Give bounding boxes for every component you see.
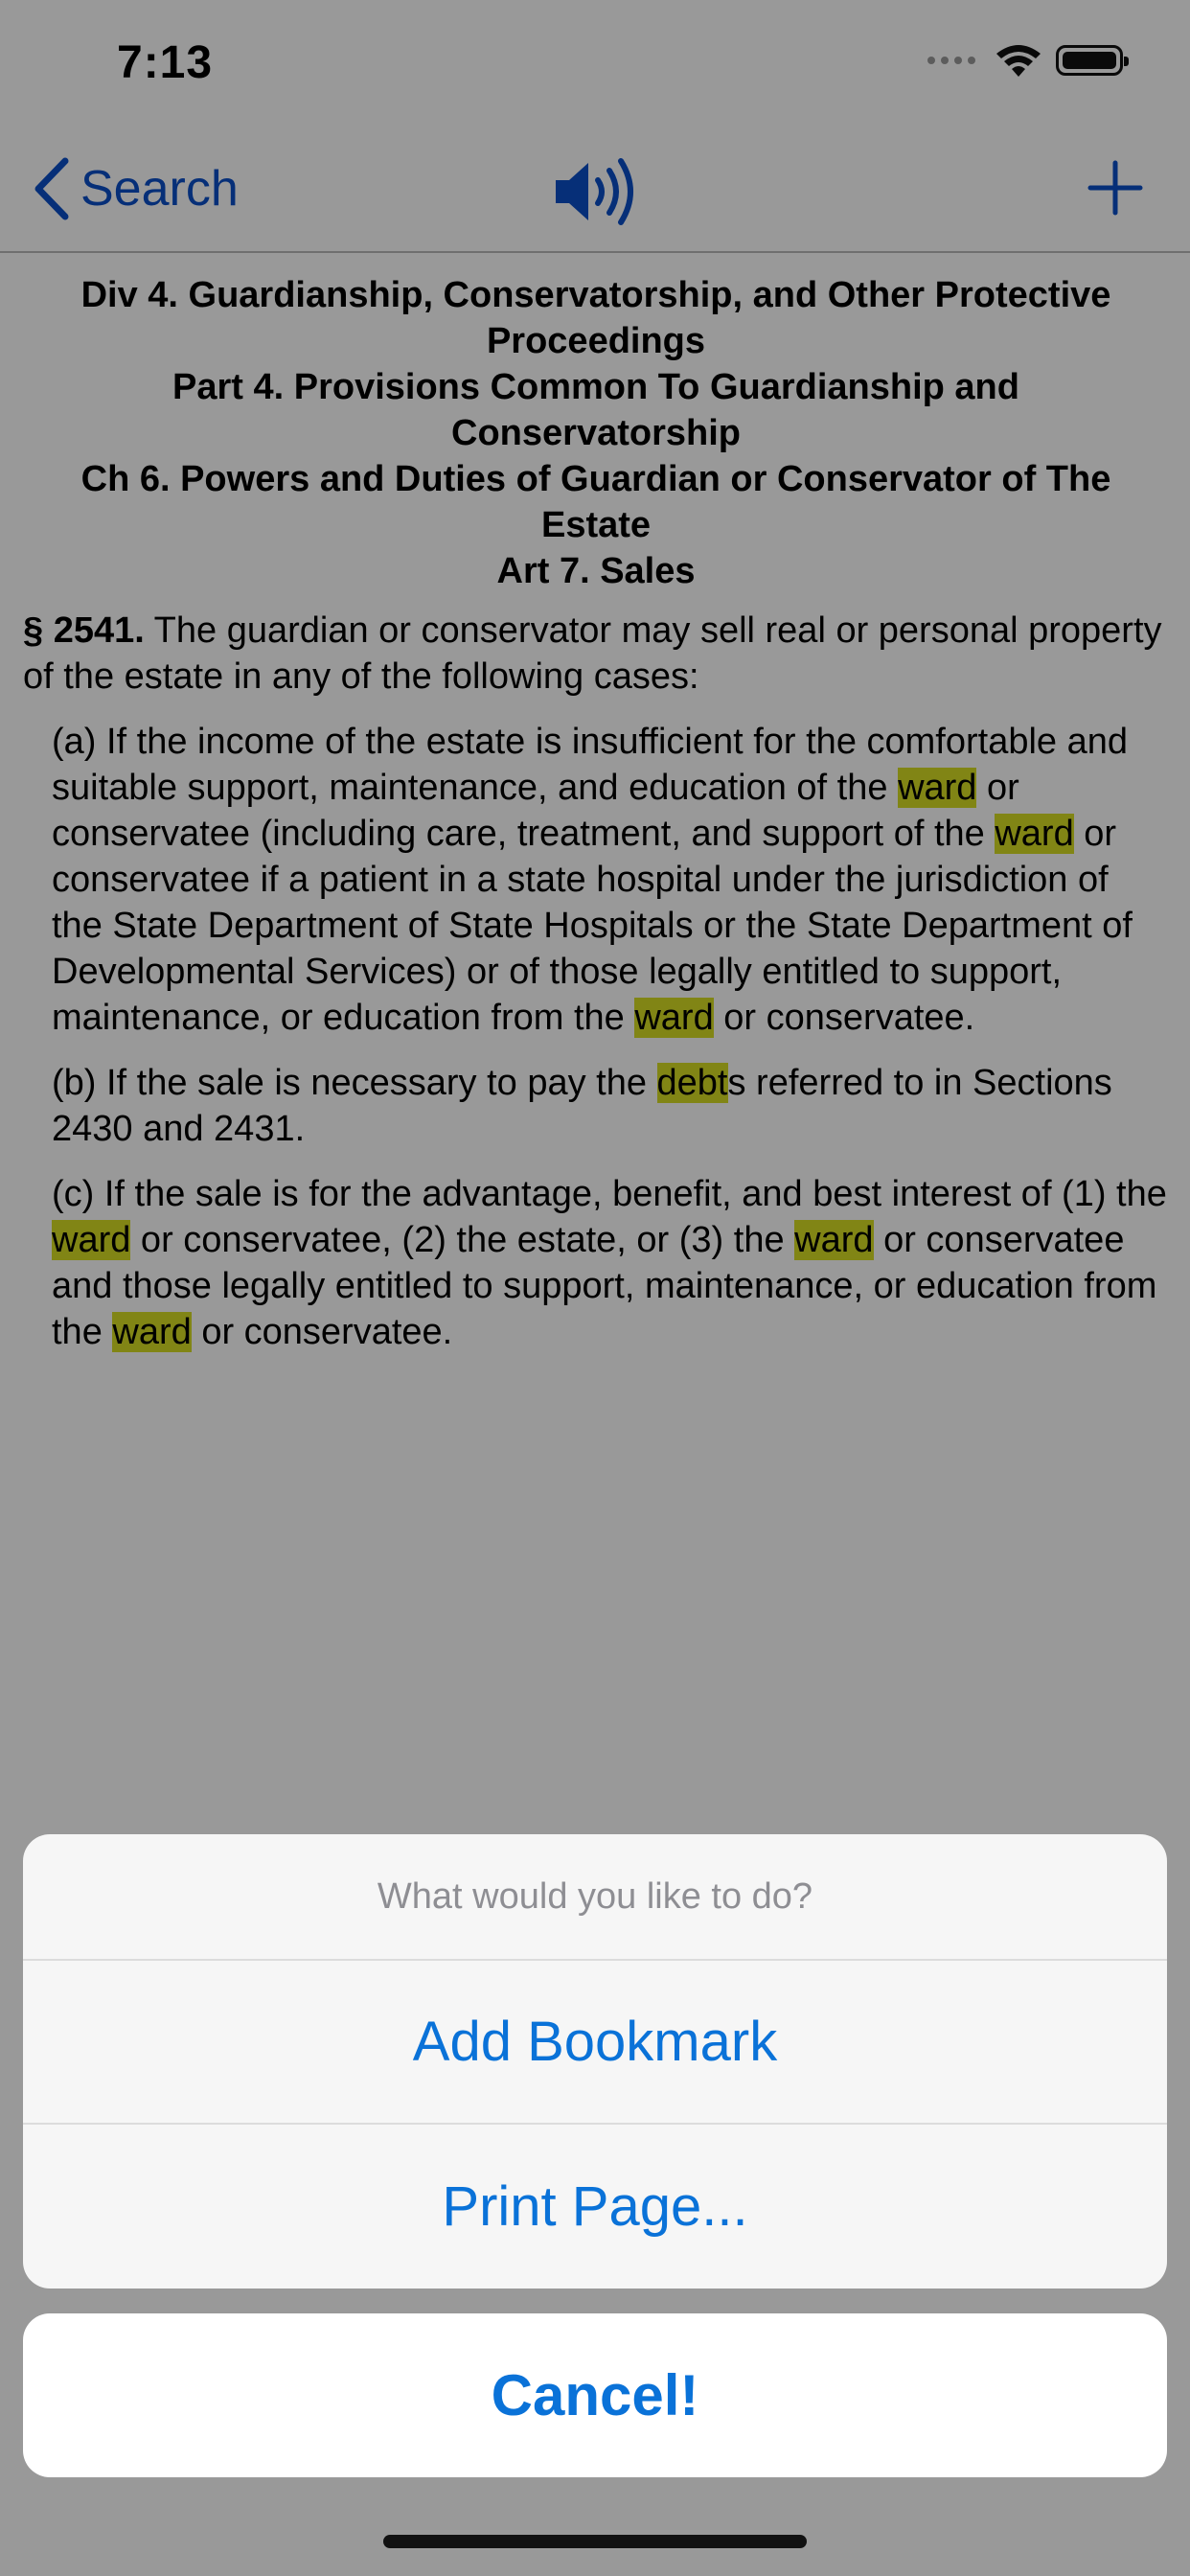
- chapter-heading: Ch 6. Powers and Duties of Guardian or Conservator of The Estate: [80, 459, 1111, 545]
- section-number: § 2541.: [23, 610, 145, 651]
- add-bookmark-button[interactable]: Add Bookmark: [23, 1961, 1167, 2125]
- action-sheet: [23, 1834, 1167, 2288]
- text-run: or conservatee (including care, treatment, and support of the: [52, 768, 1019, 854]
- search-highlight: ward: [898, 768, 977, 808]
- home-indicator[interactable]: [383, 2535, 807, 2548]
- text-run: (a) If the income of the estate is insufficient for the comfortable and suitable support, maintenance, and education of the: [52, 722, 1129, 808]
- text-run: or conservatee.: [713, 998, 975, 1038]
- search-highlight: ward: [52, 1220, 131, 1260]
- text-run: or conservatee.: [191, 1312, 453, 1352]
- search-highlight: ward: [634, 998, 714, 1038]
- text-run: or conservatee, (2) the estate, or (3) the: [130, 1220, 795, 1260]
- section-intro-text: The guardian or conservator may sell real or personal property of the estate in any of the following cases:: [23, 610, 1162, 697]
- division-heading: Div 4. Guardianship, Conservatorship, and Other Protective Proceedings: [80, 275, 1111, 361]
- cancel-button[interactable]: Cancel!: [23, 2313, 1167, 2477]
- text-run: (b) If the sale is necessary to pay the: [52, 1063, 657, 1103]
- status-time: 7:13: [117, 37, 214, 88]
- text-run: (c) If the sale is for the advantage, benefit, and best interest of (1) the: [52, 1174, 1167, 1214]
- search-highlight: debt: [656, 1063, 728, 1103]
- text-run: s referred to in Sections 2430 and 2431.: [52, 1063, 1112, 1149]
- search-highlight: ward: [794, 1220, 874, 1260]
- text-run: or conservatee and those legally entitled to support, maintenance, or education from the: [52, 1220, 1157, 1352]
- search-highlight: ward: [995, 814, 1074, 854]
- text-run: or conservatee if a patient in a state hospital under the jurisdiction of the State Department of State Hospitals or the State Department of Developmental Services) or of those legally entitled to support, maintenance, or education from the: [52, 814, 1133, 1038]
- part-heading: Part 4. Provisions Common To Guardianship and Conservatorship: [172, 367, 1019, 453]
- back-label: Search: [80, 161, 239, 217]
- article-heading: Art 7. Sales: [496, 551, 696, 591]
- action-sheet-title: What would you like to do?: [23, 1834, 1167, 1961]
- search-highlight: ward: [112, 1312, 192, 1352]
- print-page-button[interactable]: Print Page...: [442, 2175, 748, 2238]
